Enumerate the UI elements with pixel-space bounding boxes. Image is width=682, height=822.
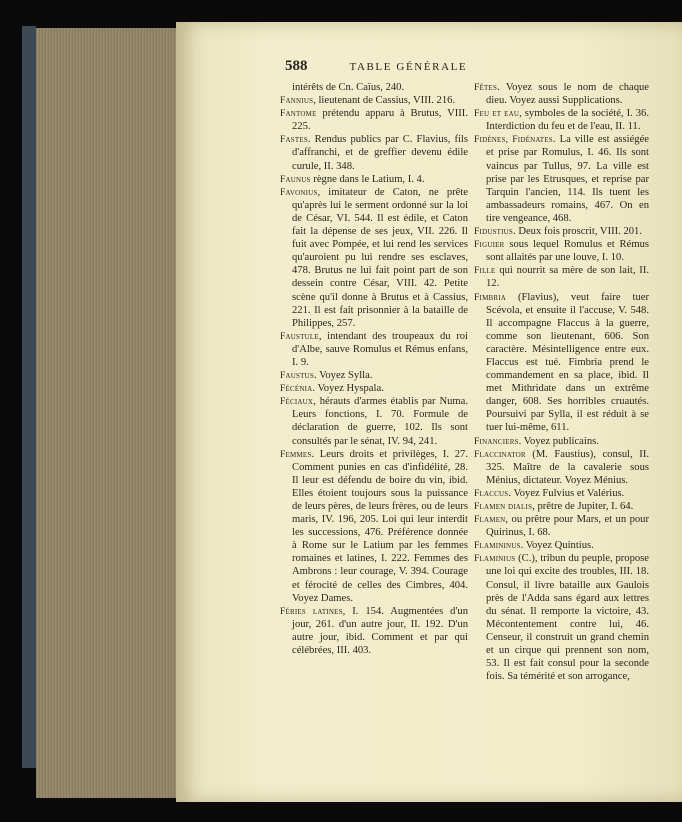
entry-headword: Fidustius bbox=[474, 226, 514, 238]
page-number: 588 bbox=[285, 58, 308, 74]
entry-text: prétendu apparu à Brutus, VIII. 225. bbox=[292, 108, 468, 133]
entry-headword: Figuier bbox=[474, 239, 505, 251]
book-spine-band bbox=[22, 26, 36, 768]
index-entry bbox=[474, 107, 649, 133]
index-entry bbox=[474, 500, 649, 513]
index-entry bbox=[474, 291, 649, 435]
index-entry bbox=[280, 448, 468, 605]
entry-headword: Flaccus bbox=[474, 487, 509, 499]
entry-headword: Fécénia bbox=[280, 383, 313, 395]
entry-text: . Deux fois proscrit, VIII. 201. bbox=[513, 226, 642, 238]
entry-headword: Flaccinator bbox=[474, 448, 526, 460]
right-column bbox=[474, 81, 649, 683]
entry-text: , I. 154. Augmentées d'un jour, 261. d'un autre jour, II. 192. D'un autre jour, ibid. Comment et par qui célébrées, III. 403. bbox=[292, 605, 468, 657]
index-entry bbox=[280, 173, 468, 186]
running-head: TABLE GÉNÉRALE bbox=[349, 61, 468, 73]
index-entry bbox=[280, 382, 468, 395]
entry-headword: Financiers bbox=[474, 435, 519, 447]
entry-headword: Fêtes bbox=[474, 82, 498, 93]
entry-text: intérêts de Cn. Caïus, 240. bbox=[292, 82, 405, 93]
index-entry bbox=[280, 186, 468, 330]
index-entry bbox=[280, 94, 468, 107]
index-entry bbox=[474, 448, 649, 487]
entry-text: . Voyez sous le nom de chaque dieu. Voyez aussi Supplications. bbox=[486, 82, 649, 107]
entry-headword: Favonius bbox=[280, 186, 318, 198]
entry-headword: Fille bbox=[474, 265, 496, 277]
page-header bbox=[285, 58, 665, 75]
entry-text: . Voyez Fulvius et Valérius. bbox=[508, 487, 625, 499]
entry-text: . La ville est assiégée et prise par Romulus, I. 46. Ils sont vaincus par Tullus, 97. La ville est prise par les Etrusques, et reprise par Tarquin l'ancien, 114. Ils tuent les ambassadeurs romains, 467. On en tire vengeance, 468. bbox=[486, 134, 649, 224]
index-entry bbox=[474, 238, 649, 264]
index-entry bbox=[474, 435, 649, 448]
entry-text: . Voyez Sylla. bbox=[313, 370, 373, 382]
index-entry bbox=[474, 513, 649, 539]
entry-headword: Flaminius bbox=[474, 553, 516, 565]
entry-text: , ou prêtre pour Mars, et un pour Quirinus, I. 68. bbox=[486, 514, 649, 539]
index-entry bbox=[280, 133, 468, 172]
entry-text: , symboles de la société, I. 36. Interdiction du feu et de l'eau, II. 11. bbox=[486, 108, 650, 133]
entry-text: (Flavius), veut faire tuer Scévola, et ensuite il l'accuse, V. 548. Il accompagne Flaccus à la guerre, comme son lieutenant, 606. Son caractère. Mésintelligence entre eux. Flaccus est tué. Fimbria prend le commandement en sa place, ibid. Il met Mithridate dans un extrême danger, 608. Ses horribles cruautés. Poursuivi par Sylla, il est réduit à se tuer lui-même, 611. bbox=[486, 291, 649, 434]
entry-headword: Féries latines bbox=[280, 605, 343, 617]
entry-headword: Faustus bbox=[280, 370, 314, 382]
entry-text: . Leurs droits et privilèges, I. 27. Comment punies en cas d'infidélité, 28. Il leur est défendu de boire du vin, ibid. Elles étoient toujours sous la puissance de leurs pères, de leurs frères, ou de leurs maris, IV. 196, 205. Loi qui leur interdit les successions, 476. Préférence donnée à Rome sur le Latium par les femmes romaines et latines, I. 222. Femmes des Ambrons : leur courage, V. 394. Courage et férocité de celles des Cimbres, 404. Voyez Dames. bbox=[292, 448, 468, 604]
index-entry bbox=[280, 330, 468, 369]
entry-text: qui nourrit sa mère de son lait, II. 12. bbox=[486, 265, 649, 290]
index-entry bbox=[474, 264, 649, 290]
entry-headword: Feu et eau bbox=[474, 108, 520, 120]
entry-text: , imitateur de Caton, ne prête qu'après lui le serment ordonné sur la loi de César, VI. 544. Il est édile, et Caton fait la dépense de ses jeux, VII. 226. Il fuit avec Pompée, et lui rend les services qu'auroient pu lui rendre ses esclaves, 478. Brutus ne lui fait point part de son dessein contre César, VIII. 42. Petite scène qu'il donne à Brutus et à Cassius, 221. Il est fait prisonnier à la bataille de Philippes, 257. bbox=[292, 186, 468, 329]
entry-text: , lieutenant de Cassius, VIII. 216. bbox=[313, 95, 456, 107]
index-entry bbox=[474, 552, 649, 683]
index-entry bbox=[474, 133, 649, 225]
entry-headword: Féciaux bbox=[280, 396, 314, 408]
page-edges bbox=[36, 28, 180, 798]
entry-headword: Faunus bbox=[280, 173, 311, 185]
entry-text: . Voyez Hyspala. bbox=[312, 383, 384, 395]
entry-text: sous lequel Romulus et Rémus sont allaités par une louve, I. 10. bbox=[486, 239, 649, 264]
index-entry bbox=[474, 487, 649, 500]
entry-headword: Fimbria bbox=[474, 291, 507, 303]
index-entry bbox=[474, 81, 649, 107]
entry-headword: Faustule bbox=[280, 330, 319, 342]
index-entry bbox=[280, 81, 468, 94]
entry-headword: Fantome bbox=[280, 108, 317, 120]
entry-text: (C.), tribun du peuple, propose une loi qui excite des troubles, III. 18. Consul, il livre bataille aux Gaulois près de l'Adda sans égard aux lettres du sénat. Il remporte la victoire, 43. Mécontentement contre lui, 46. Censeur, il construit un grand chemin et un cirque qui prennent son nom, 53. Il est fait consul pour la seconde fois. Sa témérité et son arrogance, bbox=[486, 553, 649, 683]
entry-text: , hérauts d'armes établis par Numa. Leurs fonctions, I. 70. Formule de déclaration de guerre, 102. Ils sont consultés par le sénat, IV. 94, 241. bbox=[292, 396, 468, 447]
entry-headword: Femmes bbox=[280, 448, 312, 460]
entry-headword: Flamininus bbox=[474, 540, 521, 552]
entry-headword: Flamen dialis bbox=[474, 501, 533, 512]
entry-headword: Fidènes, Fidénates bbox=[474, 134, 553, 146]
index-entry bbox=[474, 225, 649, 238]
index-entry bbox=[280, 107, 468, 133]
entry-headword: Flamen bbox=[474, 514, 506, 526]
entry-text: . Voyez publicains. bbox=[518, 435, 599, 447]
entry-text: (M. Faustius), consul, II. 325. Maître de la cavalerie sous Ménius, dictateur. Voyez Ménius. bbox=[486, 448, 649, 486]
entry-text: , intendant des troupeaux du roi d'Albe, sauve Romulus et Rémus enfans, I. 9. bbox=[292, 330, 468, 368]
entry-headword: Fannius bbox=[280, 95, 314, 107]
index-entry bbox=[280, 395, 468, 447]
index-entry bbox=[280, 369, 468, 382]
entry-text: , prêtre de Jupiter, I. 64. bbox=[532, 501, 634, 512]
entry-text: règne dans le Latium, I. 4. bbox=[310, 173, 425, 185]
left-column bbox=[280, 81, 468, 657]
entry-text: . Rendus publics par C. Flavius, fils d'affranchi, et de greffier devenu édile curule, II. 348. bbox=[292, 134, 468, 172]
index-entry bbox=[474, 539, 649, 552]
index-entry bbox=[280, 605, 468, 657]
entry-text: . Voyez Quintius. bbox=[520, 540, 594, 552]
entry-headword: Fastes bbox=[280, 134, 308, 146]
